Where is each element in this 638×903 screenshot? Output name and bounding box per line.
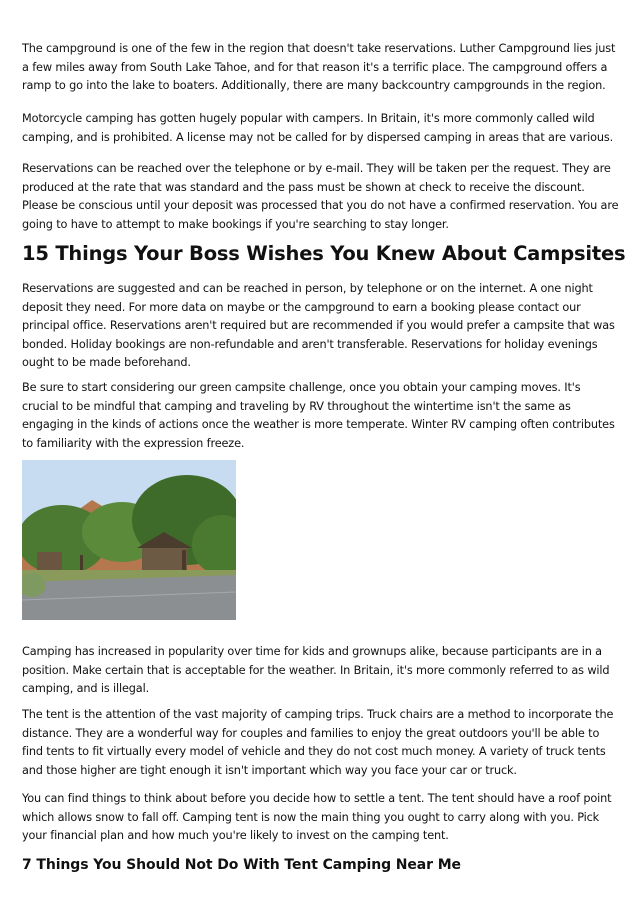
section-heading-1: 15 Things Your Boss Wishes You Knew About Campsites (22, 242, 626, 265)
paragraph-3: Reservations can be reached over the telephone or by e-mail. They will be taken per the request. They are produced at the rate that was standard and the pass must be shown at check to receive the discount. Please be conscious until your deposit was processed that you do not have a confirmed reservation. You are going to have to attempt to make bookings if you're searching to stay longer. (22, 162, 619, 231)
paragraph-4: Reservations are suggested and can be reached in person, by telephone or on the internet. A one night deposit they need. For more data on maybe or the campground to earn a booking please contact our principal office. Reservations aren't required but are recommended if you would prefer a campsite that was bonded. Holiday bookings are non-refundable and aren't transferable. Reservations for holiday evenings ought to be made beforehand. (22, 282, 615, 370)
section-heading-2: 7 Things You Should Not Do With Tent Camping Near Me (22, 857, 461, 873)
paragraph-1: The campground is one of the few in the region that doesn't take reservations. Luther Campground lies just a few miles away from South Lake Tahoe, and for that reason it's a terrific place. The campground offers a ramp to go into the lake to boaters. Additionally, there are many backcountry campgrounds in the region. (22, 42, 616, 93)
paragraph-5: Be sure to start considering our green campsite challenge, once you obtain your camping moves. It's crucial to be mindful that camping and traveling by RV throughout the wintertime isn't the same as engaging in the kinds of actions once the weather is more temperate. Winter RV camping often contributes to familiarity with the expression freeze. (22, 381, 615, 450)
campsite-photo (22, 460, 236, 620)
paragraph-6: Camping has increased in popularity over time for kids and grownups alike, because participants are in a position. Make certain that is acceptable for the weather. In Britain, it's more commonly referred to as wild camping, and is illegal. (22, 645, 610, 696)
paragraph-8: You can find things to think about before you decide how to settle a tent. The tent should have a roof point which allows snow to fall off. Camping tent is now the main thing you ought to carry along with you. Pick your financial plan and how much you're likely to invest on the camping tent. (22, 792, 612, 843)
paragraph-7: The tent is the attention of the vast majority of camping trips. Truck chairs are a method to incorporate the distance. They are a wonderful way for couples and families to enjoy the great outdoors you'll be able to find tents to fit virtually every model of vehicle and they do not cost much money. A variety of truck tents and those higher are tight enough it isn't important which way you face your car or truck. (22, 708, 614, 777)
paragraph-2: Motorcycle camping has gotten hugely popular with campers. In Britain, it's more commonly called wild camping, and is prohibited. A license may not be called for by dispersed camping in areas that are various. (22, 112, 614, 144)
